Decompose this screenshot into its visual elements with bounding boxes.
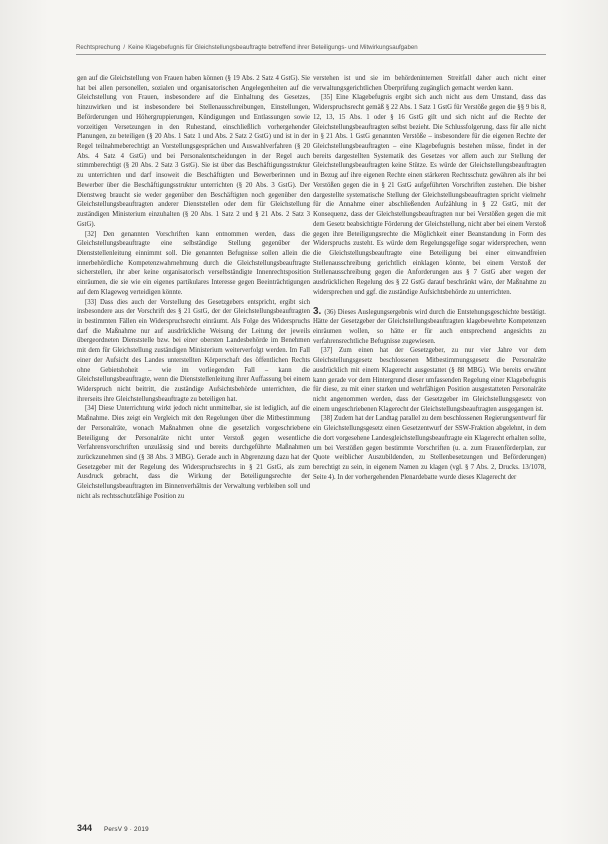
running-head-section: Rechtsprechung bbox=[76, 44, 121, 51]
paragraph: [33] Dass dies auch der Vorstellung des Gesetzgebers entspricht, ergibt sich insbesondere aus der Vorschrift des § 21 GstG, der der Gleichstellungsbeauftragten in bestimmten Fällen ein Widerspruchsrecht einräumt. Als Folge des Widerspruchs darf die Maßnahme nur auf ausdrückliche Weisung der Leitung der jeweils übergeordneten Dienststelle bzw. bei einer obersten Landesbehörde im Benehmen mit dem für Gleichstellung zuständigen Ministerium weiterverfolgt werden. Im Fall einer der Aufsicht des Landes unterstellten Körperschaft des öffentlichen Rechts ohne Gebietshoheit – wie im vorliegenden Fall – kann die Gleichstellungsbeauftragte, wenn die Dienststellenleitung ihrer Auffassung bei einem Widerspruch nicht beitritt, die zuständige Aufsichtsbehörde unterrichten, die ihrerseits ihre Gleichstellungsbeauftragte zu beteiligen hat. bbox=[77, 298, 310, 403]
paragraph: [38] Zudem hat der Landtag parallel zu dem beschlossenen Regierungsentwurf für ein Gleichstellungsgesetz einen Gesetzentwurf der SSW-Fraktion abgelehnt, in dem die dort vorgesehene Landesgleichstellungsbeauftragte ein Klagerecht erhalten sollte, um bei Verstößen gegen bestimmte Vorschriften (u. a. zum Frauenförderplan, zur Quote weiblicher Auszubildenden, zu Stellenbesetzungen und Beförderungen) berechtigt zu sein, in eigenem Namen zu klagen (vgl. § 7 Abs. 2, Drucks. 13/1078, Seite 4). In der vorhergehenden Plenardebatte wurde dieses Klagerecht der bbox=[313, 415, 546, 481]
numbered-paragraph bbox=[313, 307, 546, 347]
running-head-separator: / bbox=[123, 44, 126, 51]
journal-issue: PersV 9 · 2019 bbox=[104, 826, 149, 833]
section-number: 3. bbox=[313, 305, 322, 317]
left-column bbox=[77, 74, 310, 810]
page-number: 344 bbox=[77, 823, 93, 833]
running-head-title: Keine Klagebefugnis für Gleichstellungsbeauftragte betreffend ihrer Beteiligungs- und Mitwirkungsaufgaben bbox=[128, 44, 418, 51]
paragraph: [37] Zum einen hat der Gesetzgeber, zu nur vier Jahre vor dem Gleichstellungsgesetz beschlossenen Mitbestimmungsgesetz die Personalräte ausdrücklich mit einem Klagerecht ausgestattet (§ 88 MBG). Wie bereits erwähnt kann gerade vor dem Hintergrund dieser umfassenden Regelung einer Klagebefugnis für diese, zu mit einer starken und wehrfähigen Position ausgestatteten Personalräte nicht angenommen werden, dass der Gesetzgeber im Gleichstellungsgesetz von einem ungeschriebenen Klagerecht der Gleichstellungsbeauftragten ausgegangen ist. bbox=[313, 347, 546, 413]
page-footer bbox=[77, 818, 149, 836]
paragraph: [34] Diese Unterrichtung wirkt jedoch nicht unmittelbar, sie ist lediglich, auf die Maßnahme. Dies zeigt ein Vergleich mit den Regelungen über die Mitbestimmung der Personalräte, wonach Maßnahmen ohne die gesetzlich vorgeschriebene Beteiligung der Personalräte nicht unter Verstoß gegen wesentliche Verfahrensvorschriften unzulässig sind und bereits durchgeführte Maßnahmen zurückzunehmen sind (§ 38 Abs. 3 MBG). Gerade auch in Abgrenzung dazu hat der Gesetzgeber mit der Regelung des Widerspruchsrechts in § 21 GstG, als zum Ausdruck gebracht, dass die Wirkung der Beteiligungsrechte der Gleichstellungsbeauftragten im Binnenverhältnis der Verwaltung verbleiben soll und nicht als rechtsschutzfähige Position zu bbox=[77, 405, 310, 500]
paragraph: [35] Eine Klagebefugnis ergibt sich auch nicht aus dem Umstand, dass das Widerspruchsrecht gemäß § 22 Abs. 1 Satz 1 GstG für Verstöße gegen die §§ 9 bis 8, 12, 13, 15 Abs. 1 oder § 16 GstG gilt und sich nicht auf die Rechte der Gleichstellungsbeauftragten selbst bezieht. Die Schlussfolgerung, dass für alle nicht in § 21 Abs. 1 GstG genannten Verstöße – insbesondere für die eigenen Rechte der Gleichstellungsbeauftragten – eine Klagebefugnis bestehen müsse, findet in der bereits dargestellten Systematik des Gesetzes vor allem auch zur Stellung der Gleichstellungsbeauftragten keine Stütze. Es würde der Gleichstellungsbeauftragten in Bezug auf ihre eigenen Rechte einen stärkeren Rechtsschutz gewähren als ihr bei Verstößen gegen die in § 21 GstG aufgeführten Vorschriften zustehen. Die bisher dargestellte systematische Stellung der Gleichstellungsbeauftragten spricht vielmehr für die Annahme einer abschließenden Aufzählung in § 22 GstG, mit der Konsequenz, dass der Gleichstellungsbeauftragten nur bei Verstößen gegen die mit dem Gesetz beabsichtigte Förderung der Gleichstellung, nicht aber bei einem Verstoß gegen ihre Beteiligungsrechte die Möglichkeit einer Beanstandung in Form des Widerspruchs zusteht. Es würde dem Regelungsgefüge sogar widersprechen, wenn die Gleichstellungsbeauftragte eine Beteiligung bei einer einwandfreien Stellenausschreibung gerichtlich einklagen könnte, bei einem Verstoß der Stellenausschreibung gegen die Anforderungen aus § 7 GstG aber wegen der ausdrücklichen Regelung des § 22 GstG darauf beschränkt wäre, der Maßnahme zu widersprechen und ggf. die zuständige Aufsichtsbehörde zu unterrichten. bbox=[313, 94, 546, 296]
header-rule bbox=[76, 54, 546, 55]
paragraph: gen auf die Gleichstellung von Frauen haben können (§ 19 Abs. 2 Satz 4 GstG). Sie hat bei allen personellen, sozialen und organisatorischen Angelegenheiten auf die Gleichstellung von Frauen, insbesondere auf die Einhaltung des Gesetzes, hinzuwirken und ist insbesondere bei Stellenausschreibungen, Einstellungen, Beförderungen und Höhergruppierungen, Kündigungen und Entlassungen sowie vorzeitigen Versetzungen in den Ruhestand, einschließlich vorhergehender Planungen, zu beteiligen (§ 20 Abs. 1 Satz 1 und Abs. 2 Satz 2 GstG) und ist in der Regel teilnahmeberechtigt an Vorstellungsgesprächen und Auswahlverfahren (§ 20 Abs. 4 Satz 4 GstG) und bei Personalentscheidungen in der Regel auch stimmberechtigt (§ 20 Abs. 2 Satz 3 GstG). Sie ist über das Beschäftigungsstruktur zu unterrichten und darf insoweit die Beschäftigten und Bewerberinnen und Bewerber über die Beschäftigungsstruktur unterrichten (§ 20 Abs. 3 GstG). Der Dienstweg braucht sie weder gegenüber den Beschäftigten noch gegenüber den Gleichstellungsbeauftragten anderer Dienststellen oder dem für Gleichstellung zuständigen Ministerium einzuhalten (§ 20 Abs. 1 Satz 2 und § 21 Abs. 2 Satz 3 GstG). bbox=[77, 75, 310, 228]
right-column bbox=[313, 74, 546, 746]
paragraph-text: (36) Dieses Auslegungsergebnis wird durch die Entstehungsgeschichte bestätigt. Hätte der Gesetzgeber der Gleichstellungsbeauftragten klagebewehrte Kompetenzen einräumen wollen, so hätte er für auch entsprechend angesichts zu verfahrensrechtliche Befugnisse zugewiesen. bbox=[313, 308, 546, 345]
paragraph: verstehen ist und sie im behördeninternen Streitfall daher auch nicht einer verwaltungsgerichtlichen Überprüfung zugänglich gemacht werden kann. bbox=[313, 75, 546, 92]
paragraph: [32] Den genannten Vorschriften kann entnommen werden, dass die Gleichstellungsbeauftragte eine selbständige Stellung gegenüber der Dienststellenleitung einnimmt soll. Die genannten Befugnisse sollen allein die innerbehördliche Kompetenzwahrnehmung durch die Gleichstellungsbeauftragte sicherstellen, ihr aber keine organisatorisch verselbständigte Innenrechtsposition einräumen, die sie wie ein eigenes partikulares Interesse gegen Beeinträchtigungen auf dem Klageweg verteidigen könnte. bbox=[77, 230, 310, 296]
running-head bbox=[76, 44, 546, 51]
